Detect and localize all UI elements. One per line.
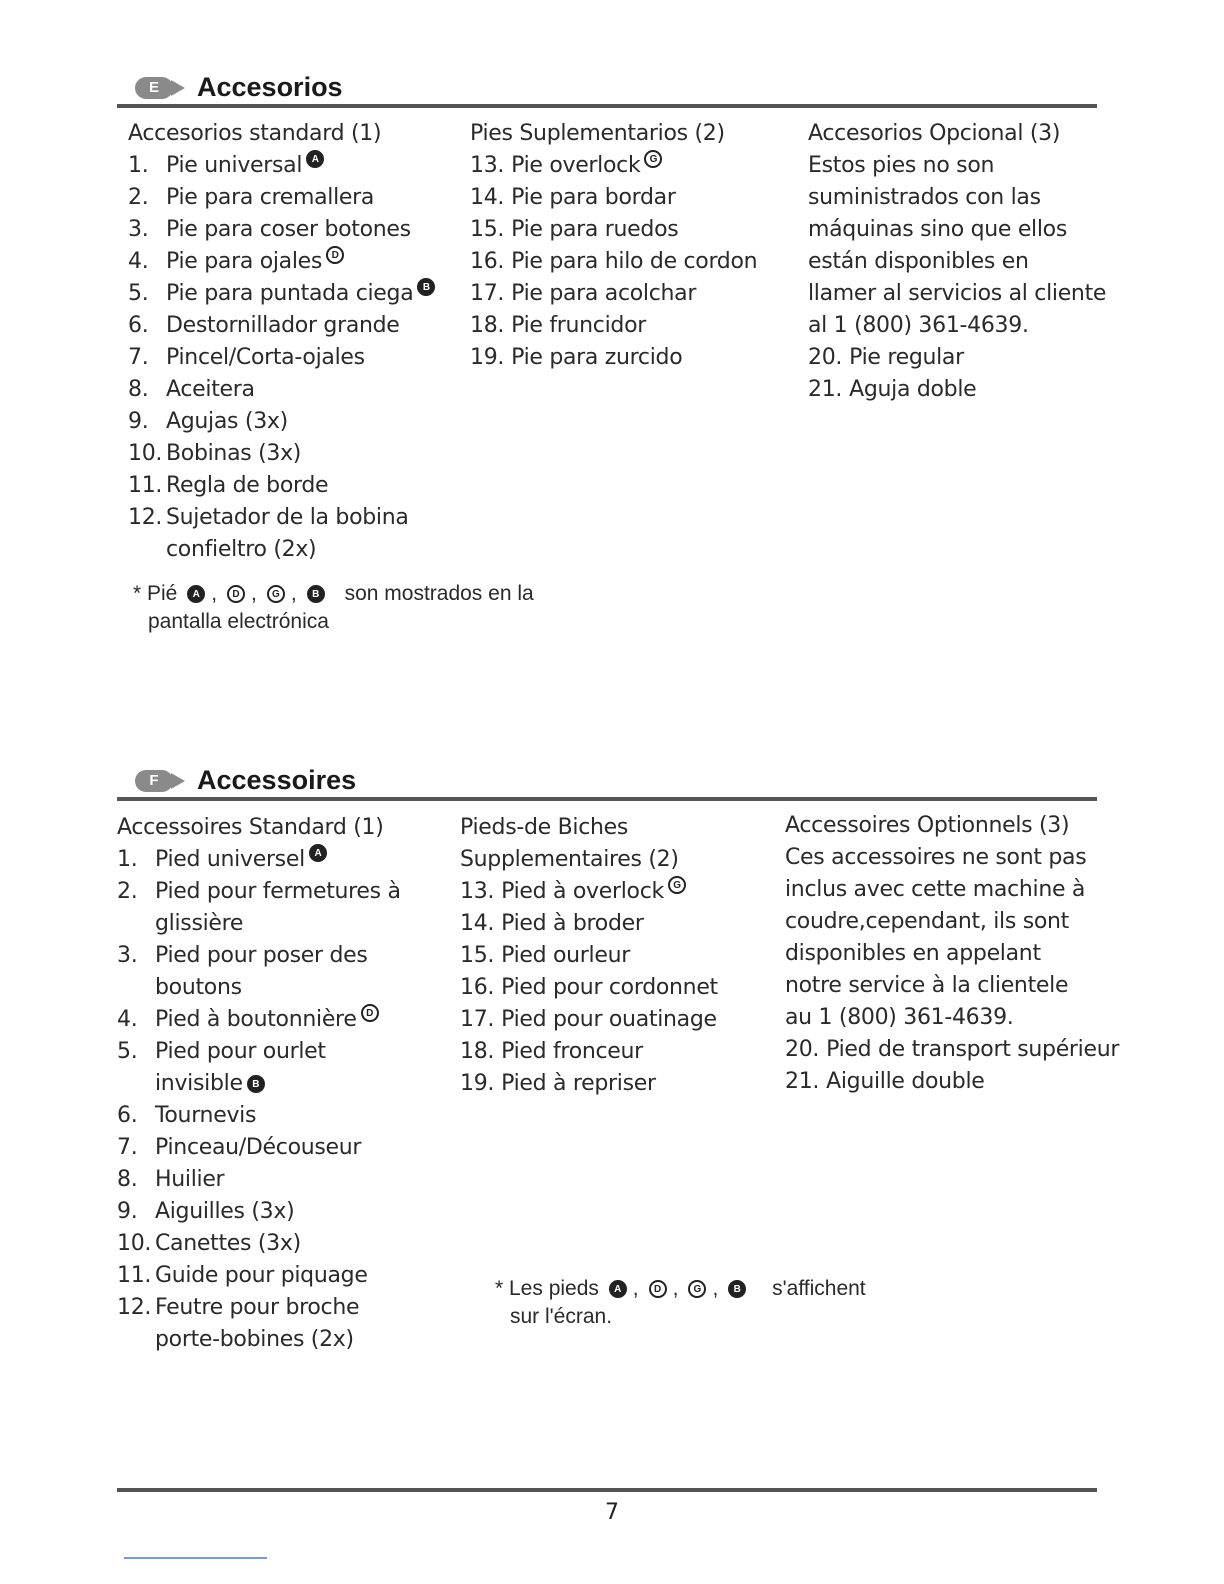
language-badge-icon: F <box>135 768 187 794</box>
paragraph-line: máquinas sino que ellos <box>808 217 1068 242</box>
item-label: Pied ourleur <box>501 943 630 968</box>
item-label: Pie para coser botones <box>166 217 411 242</box>
item-label: Pied fronceur <box>501 1039 643 1064</box>
section-header-es <box>135 72 343 103</box>
footer-divider <box>117 1488 1097 1492</box>
list-item <box>117 1164 401 1196</box>
list-heading: Accesorios standard (1) <box>128 121 382 146</box>
item-label: Pie para hilo de cordon <box>511 249 758 274</box>
list-item <box>470 246 757 278</box>
list-item <box>128 470 435 502</box>
list-item <box>470 214 757 246</box>
note-icons <box>183 582 325 605</box>
list-item <box>128 214 435 246</box>
item-label: Agujas (3x) <box>166 409 288 434</box>
item-continuation-text: glissière <box>155 911 244 936</box>
paragraph-line: Estos pies no son <box>808 153 995 178</box>
item-number: 16. <box>460 975 495 1000</box>
supplementary-feet-list <box>460 812 718 1100</box>
note-line1 <box>495 1275 866 1303</box>
screen-note <box>133 580 534 636</box>
item-label: Pinceau/Découseur <box>155 1135 362 1160</box>
list-item <box>128 150 435 182</box>
list-item <box>808 374 1106 406</box>
item-label: Pie para puntada ciega <box>166 281 414 306</box>
item-number: 4. <box>128 249 149 274</box>
list-item <box>460 1068 718 1100</box>
item-label: Feutre pour broche <box>155 1295 360 1320</box>
item-label: Huilier <box>155 1167 225 1192</box>
note-prefix: * Les pieds <box>495 1277 599 1300</box>
language-badge-icon: E <box>135 75 187 101</box>
item-number: 20. <box>785 1037 820 1062</box>
item-label: Pie regular <box>849 345 964 370</box>
item-label: Pied à broder <box>501 911 644 936</box>
item-label: Regla de borde <box>166 473 329 498</box>
item-continuation-text: boutons <box>155 975 242 1000</box>
item-number: 6. <box>117 1103 138 1128</box>
list-item <box>470 342 757 374</box>
foot-g-icon: G <box>688 1280 706 1298</box>
page-number: 7 <box>605 1500 619 1525</box>
foot-b-icon: B <box>247 1075 265 1093</box>
item-label: Pie overlock <box>511 153 641 178</box>
item-number: 10. <box>117 1231 152 1256</box>
list-item <box>470 310 757 342</box>
section-header-fr <box>135 765 356 796</box>
list-item <box>117 1292 401 1324</box>
note-suffix: s'affichent <box>772 1277 866 1300</box>
item-number: 12. <box>128 505 163 530</box>
list-heading: Accesorios Opcional (3) <box>808 121 1061 146</box>
item-label: Pied pour poser des <box>155 943 368 968</box>
item-label: Pie para bordar <box>511 185 676 210</box>
list-item <box>470 278 757 310</box>
item-label: Tournevis <box>155 1103 257 1128</box>
list-item <box>117 1260 401 1292</box>
paragraph-line: al 1 (800) 361-4639. <box>808 313 1029 338</box>
paragraph-line: au 1 (800) 361-4639. <box>785 1005 1014 1030</box>
item-label: Pied à overlock <box>501 879 664 904</box>
item-number: 15. <box>460 943 495 968</box>
item-number: 9. <box>117 1199 138 1224</box>
separator: , <box>632 1277 639 1300</box>
divider <box>117 797 1097 801</box>
item-number: 13. <box>470 153 505 178</box>
list-item <box>785 1066 1119 1098</box>
separator: , <box>712 1277 719 1300</box>
standard-accessories-list <box>117 812 401 1356</box>
foot-b-icon: B <box>307 585 325 603</box>
note-line2: sur l'écran. <box>510 1305 613 1328</box>
list-item <box>808 342 1106 374</box>
list-item <box>128 502 435 534</box>
item-continuation <box>117 908 401 940</box>
foot-a-icon: A <box>609 1280 627 1298</box>
item-continuation-text: invisible <box>155 1071 243 1096</box>
separator: , <box>290 582 297 605</box>
divider <box>117 104 1097 108</box>
item-number: 18. <box>460 1039 495 1064</box>
paragraph-line: notre service à la clientele <box>785 973 1069 998</box>
item-label: Pie universal <box>166 153 303 178</box>
item-continuation <box>117 972 401 1004</box>
list-heading: Accessoires Standard (1) <box>117 815 384 840</box>
item-label: Aguja doble <box>849 377 977 402</box>
paragraph-line: Ces accessoires ne sont pas <box>785 845 1087 870</box>
item-number: 19. <box>460 1071 495 1096</box>
item-label: Pied à boutonnière <box>155 1007 357 1032</box>
item-number: 11. <box>128 473 163 498</box>
item-continuation-text: porte-bobines (2x) <box>155 1327 354 1352</box>
paragraph-line: suministrados con las <box>808 185 1041 210</box>
item-number: 1. <box>128 153 149 178</box>
item-number: 2. <box>117 879 138 904</box>
list-item <box>128 278 435 310</box>
item-label: Canettes (3x) <box>155 1231 301 1256</box>
paragraph-line: coudre,cependant, ils sont <box>785 909 1070 934</box>
paragraph-line: llamer al servicios al cliente <box>808 281 1107 306</box>
list-item <box>785 1034 1119 1066</box>
item-number: 21. <box>785 1069 820 1094</box>
item-number: 18. <box>470 313 505 338</box>
list-item <box>128 438 435 470</box>
list-item <box>117 1036 401 1068</box>
item-number: 2. <box>128 185 149 210</box>
item-label: Pie fruncidor <box>511 313 646 338</box>
decorative-line <box>124 1557 267 1559</box>
foot-d-icon: D <box>361 1004 379 1022</box>
list-item <box>117 844 401 876</box>
item-number: 5. <box>128 281 149 306</box>
list-item <box>460 908 718 940</box>
paragraph-line: inclus avec cette machine à <box>785 877 1086 902</box>
item-label: Aceitera <box>166 377 255 402</box>
item-continuation <box>117 1068 401 1100</box>
item-label: Aiguilles (3x) <box>155 1199 295 1224</box>
item-label: Pied universel <box>155 847 305 872</box>
item-number: 14. <box>460 911 495 936</box>
list-item <box>128 342 435 374</box>
item-label: Pied à repriser <box>501 1071 656 1096</box>
item-number: 8. <box>117 1167 138 1192</box>
standard-accessories-list <box>128 118 435 566</box>
item-label: Sujetador de la bobina <box>166 505 409 530</box>
item-number: 17. <box>460 1007 495 1032</box>
item-number: 19. <box>470 345 505 370</box>
list-item <box>128 310 435 342</box>
note-line2: pantalla electrónica <box>148 610 329 633</box>
list-item <box>470 150 757 182</box>
item-continuation <box>117 1324 401 1356</box>
item-number: 3. <box>117 943 138 968</box>
paragraph-line: disponibles en appelant <box>785 941 1041 966</box>
item-label: Bobinas (3x) <box>166 441 302 466</box>
list-item <box>460 940 718 972</box>
foot-g-icon: G <box>668 876 686 894</box>
foot-g-icon: G <box>644 150 662 168</box>
item-label: Pied pour cordonnet <box>501 975 718 1000</box>
item-number: 21. <box>808 377 843 402</box>
foot-a-icon: A <box>309 844 327 862</box>
list-item <box>117 1100 401 1132</box>
list-item <box>128 374 435 406</box>
separator: , <box>251 582 257 605</box>
paragraph-line: están disponibles en <box>808 249 1029 274</box>
item-number: 6. <box>128 313 149 338</box>
foot-d-icon: D <box>326 246 344 264</box>
item-number: 4. <box>117 1007 138 1032</box>
separator: , <box>672 1277 679 1300</box>
section-title: Accesorios <box>197 72 343 102</box>
separator: , <box>211 582 218 605</box>
item-number: 5. <box>117 1039 138 1064</box>
note-prefix: * Pié <box>133 582 178 605</box>
list-item <box>117 1196 401 1228</box>
note-line1 <box>133 580 534 608</box>
list-heading: Pieds-de Biches <box>460 815 629 840</box>
list-item <box>470 182 757 214</box>
list-item <box>128 182 435 214</box>
optional-accessories-list <box>785 810 1119 1098</box>
item-label: Guide pour piquage <box>155 1263 368 1288</box>
item-number: 8. <box>128 377 149 402</box>
list-item <box>117 1228 401 1260</box>
list-heading: Pies Suplementarios (2) <box>470 121 725 146</box>
item-number: 11. <box>117 1263 152 1288</box>
item-label: Pie para cremallera <box>166 185 375 210</box>
note-icons <box>605 1277 747 1300</box>
item-number: 14. <box>470 185 505 210</box>
item-number: 17. <box>470 281 505 306</box>
foot-a-icon: A <box>306 150 324 168</box>
item-number: 7. <box>117 1135 138 1160</box>
foot-b-icon: B <box>728 1280 746 1298</box>
item-label: Pied pour fermetures à <box>155 879 401 904</box>
item-number: 20. <box>808 345 843 370</box>
foot-a-icon: A <box>187 585 205 603</box>
item-label: Pincel/Corta-ojales <box>166 345 365 370</box>
item-label: Destornillador grande <box>166 313 400 338</box>
item-label: Pie para acolchar <box>511 281 697 306</box>
item-label: Pie para ojales <box>166 249 323 274</box>
foot-b-icon: B <box>417 278 435 296</box>
item-label: Pie para ruedos <box>511 217 679 242</box>
item-label: Pied pour ouatinage <box>501 1007 717 1032</box>
supplementary-feet-list <box>470 118 757 374</box>
foot-g-icon: G <box>267 585 285 603</box>
item-number: 1. <box>117 847 138 872</box>
foot-d-icon: D <box>649 1280 667 1298</box>
item-label: Pied pour ourlet <box>155 1039 326 1064</box>
list-item <box>117 940 401 972</box>
list-item <box>460 876 718 908</box>
item-number: 10. <box>128 441 163 466</box>
item-number: 12. <box>117 1295 152 1320</box>
item-continuation-text: confieltro (2x) <box>166 537 317 562</box>
list-item <box>117 1004 401 1036</box>
item-number: 13. <box>460 879 495 904</box>
list-item <box>460 1036 718 1068</box>
optional-accessories-list <box>808 118 1106 406</box>
item-label: Pie para zurcido <box>511 345 683 370</box>
list-heading: Accessoires Optionnels (3) <box>785 813 1070 838</box>
item-number: 3. <box>128 217 149 242</box>
item-number: 15. <box>470 217 505 242</box>
section-title: Accessoires <box>197 765 357 795</box>
item-number: 7. <box>128 345 149 370</box>
list-item <box>128 406 435 438</box>
note-suffix: son mostrados en la <box>344 582 534 605</box>
list-item <box>117 876 401 908</box>
foot-d-icon: D <box>227 585 245 603</box>
list-heading: Supplementaires (2) <box>460 847 679 872</box>
list-item <box>460 1004 718 1036</box>
item-label: Aiguille double <box>826 1069 985 1094</box>
item-continuation <box>128 534 435 566</box>
list-item <box>460 972 718 1004</box>
item-number: 16. <box>470 249 505 274</box>
item-label: Pied de transport supérieur <box>826 1037 1120 1062</box>
screen-note <box>495 1275 866 1331</box>
list-item <box>128 246 435 278</box>
list-item <box>117 1132 401 1164</box>
item-number: 9. <box>128 409 149 434</box>
